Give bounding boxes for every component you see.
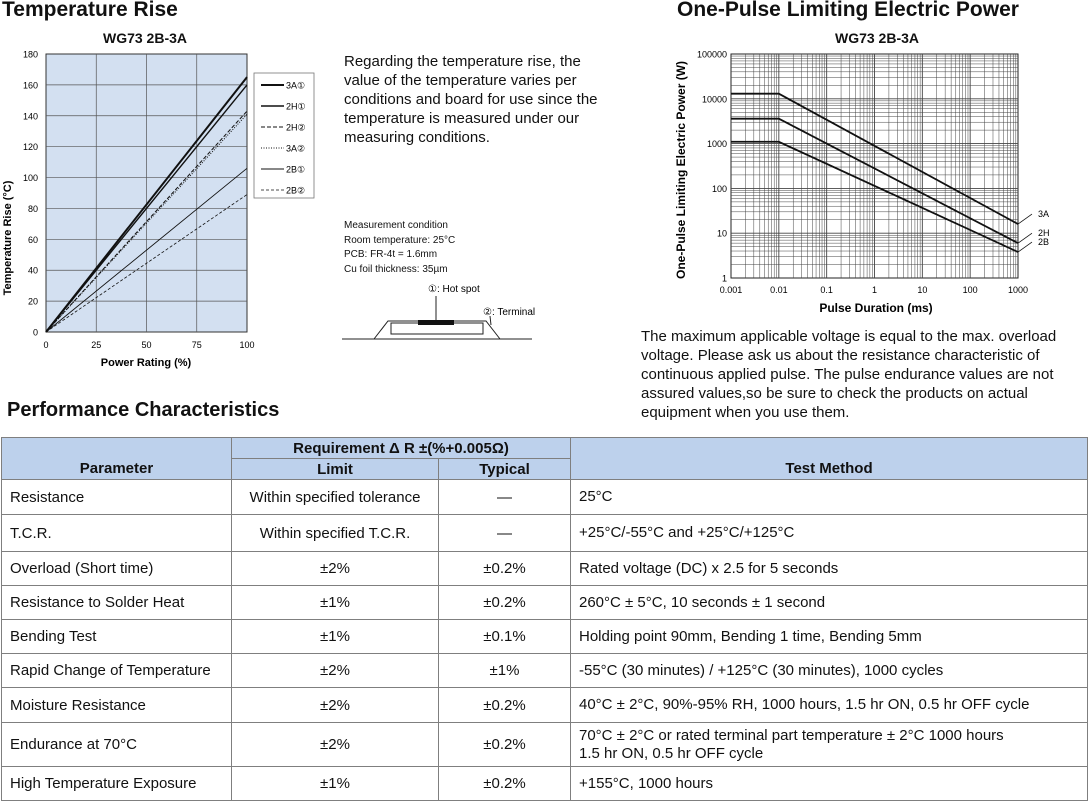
temp-legend-label: 3A① — [286, 80, 306, 91]
pulse-series-label: 3A — [1038, 209, 1050, 220]
performance-table-body — [2, 480, 1088, 801]
pulse-series-leader — [1018, 242, 1032, 252]
limit-cell: ±1% — [232, 586, 439, 620]
measurement-cu-foil: Cu foil thickness: 35µm — [344, 263, 448, 275]
parameter-cell: Endurance at 70°C — [2, 723, 232, 767]
parameter-cell: Overload (Short time) — [2, 552, 232, 586]
table-row — [2, 480, 1088, 515]
table-row — [2, 688, 1088, 723]
temp-y-tick-label: 80 — [27, 203, 38, 214]
test-method-cell — [571, 654, 1088, 688]
pulse-series-leader — [1018, 233, 1032, 243]
temp-y-tick-label: 160 — [22, 80, 38, 91]
pulse-y-tick-label: 1000 — [706, 139, 727, 150]
table-row — [2, 586, 1088, 620]
pulse-chart-grid — [731, 54, 1018, 278]
temp-x-tick-label: 25 — [91, 340, 102, 350]
typical-cell: — — [439, 515, 571, 552]
hot-spot-label: ①: Hot spot — [428, 284, 480, 295]
temp-x-tick-label: 0 — [43, 340, 49, 350]
temp-y-tick-label: 120 — [22, 142, 38, 153]
temp-legend-label: 2H② — [286, 122, 306, 133]
pulse-x-tick-label: 0.001 — [719, 285, 743, 295]
test-method-cell — [571, 620, 1088, 654]
limit-cell: ±2% — [232, 654, 439, 688]
pulse-x-tick-label: 1 — [871, 285, 878, 295]
pulse-x-tick-label: 0.1 — [820, 285, 833, 295]
temp-x-tick-label: 75 — [191, 340, 202, 350]
typical-cell: ±1% — [439, 654, 571, 688]
typical-cell: ±0.2% — [439, 552, 571, 586]
parameter-cell: Resistance — [2, 480, 232, 515]
test-method-cell — [571, 552, 1088, 586]
limit-cell: Within specified T.C.R. — [232, 515, 439, 552]
temp-y-tick-label: 20 — [27, 296, 38, 307]
typical-cell: ±0.2% — [439, 688, 571, 723]
table-row — [2, 620, 1088, 654]
pulse-series-label: 2H — [1038, 228, 1050, 239]
temp-description: Regarding the temperature rise, the value of the temperature varies per conditions and board for use since the temperature is measured under our measuring conditions. — [344, 53, 598, 146]
test-method-cell — [571, 586, 1088, 620]
parameter-cell: High Temperature Exposure — [2, 767, 232, 801]
table-row — [2, 723, 1088, 767]
pulse-series-leader — [1018, 214, 1032, 224]
test-method-cell — [571, 480, 1088, 515]
test-method-line: Holding point 90mm, Bending 1 time, Bending 5mm — [579, 627, 922, 645]
parameter-cell: T.C.R. — [2, 515, 232, 552]
temp-y-tick-label: 0 — [32, 327, 38, 338]
limit-cell: ±2% — [232, 723, 439, 767]
table-row — [2, 654, 1088, 688]
temp-legend-label: 2B① — [286, 164, 306, 175]
pulse-y-tick-label: 10 — [716, 228, 727, 239]
pulse-y-tick-label: 100 — [711, 183, 727, 194]
pulse-x-tick-label: 10 — [917, 285, 928, 295]
temp-y-tick-label: 100 — [22, 173, 38, 184]
temp-y-tick-label: 140 — [22, 111, 38, 122]
table-row — [2, 767, 1088, 801]
test-method-line: Rated voltage (DC) x 2.5 for 5 seconds — [579, 559, 839, 577]
pulse-y-tick-label: 10000 — [701, 94, 727, 105]
parameter-cell: Rapid Change of Temperature — [2, 654, 232, 688]
test-method-line: 260°C ± 5°C, 10 seconds ± 1 second — [579, 593, 826, 611]
test-method-cell — [571, 515, 1088, 552]
header-limit: Limit — [232, 459, 439, 480]
hot-spot-element — [418, 320, 454, 325]
parameter-cell: Moisture Resistance — [2, 688, 232, 723]
typical-cell: ±0.2% — [439, 586, 571, 620]
temp-chart-legend — [254, 73, 314, 198]
terminal-label: ②: Terminal — [483, 307, 536, 318]
parameter-cell: Bending Test — [2, 620, 232, 654]
temp-legend-box — [254, 73, 314, 198]
pulse-description: The maximum applicable voltage is equal to the max. overload voltage. Please ask us about the resistance characteristic of continuous applied pulse. The pulse endurance values are not assured values,so be sure to check the products on actual equipment when you use them. — [641, 328, 1057, 421]
resistor-cross-section-diagram — [336, 280, 551, 346]
pulse-x-tick-label: 100 — [962, 285, 978, 295]
test-method-line: +155°C, 1000 hours — [579, 774, 714, 792]
measurement-room-temp: Room temperature: 25°C — [344, 234, 456, 246]
limit-cell: ±2% — [232, 552, 439, 586]
test-method-line: -55°C (30 minutes) / +125°C (30 minutes), 1000 cycles — [579, 661, 944, 679]
one-pulse-title: One-Pulse Limiting Electric Power — [677, 0, 1019, 21]
parameter-cell: Resistance to Solder Heat — [2, 586, 232, 620]
temp-legend-label: 2H① — [286, 101, 306, 112]
temperature-rise-chart — [0, 44, 330, 374]
limit-cell: ±2% — [232, 688, 439, 723]
pulse-chart-title: WG73 2B-3A — [834, 30, 920, 46]
temp-legend-label: 2B② — [286, 185, 306, 196]
table-row — [2, 552, 1088, 586]
header-parameter: Parameter — [2, 438, 232, 480]
test-method-cell — [571, 688, 1088, 723]
temp-x-axis-label: Power Rating (%) — [100, 357, 192, 369]
limit-cell: Within specified tolerance — [232, 480, 439, 515]
header-test-method: Test Method — [571, 438, 1088, 480]
pulse-x-tick-label: 0.01 — [770, 285, 788, 295]
header-typical: Typical — [439, 459, 571, 480]
pulse-y-axis-label: One-Pulse Limiting Electric Power (W) — [674, 60, 688, 280]
temperature-rise-title: Temperature Rise — [2, 0, 178, 21]
pulse-series-label: 2B — [1038, 237, 1050, 248]
test-method-line: 25°C — [579, 488, 613, 505]
one-pulse-chart — [660, 44, 1080, 320]
pulse-y-tick-label: 100000 — [696, 49, 727, 60]
test-method-line: 40°C ± 2°C, 90%-95% RH, 1000 hours, 1.5 hr ON, 0.5 hr OFF cycle — [579, 696, 1030, 713]
test-method-line: +25°C/-55°C and +25°C/+125°C — [579, 524, 795, 541]
test-method-cell — [571, 767, 1088, 801]
temp-x-tick-label: 50 — [141, 340, 152, 350]
pulse-x-axis-label: Pulse Duration (ms) — [819, 301, 933, 315]
temp-legend-label: 3A② — [286, 143, 306, 154]
typical-cell: ±0.2% — [439, 767, 571, 801]
performance-title: Performance Characteristics — [7, 399, 280, 421]
header-requirement: Requirement Δ R ±(%+0.005Ω) — [232, 438, 571, 459]
temp-y-tick-label: 60 — [27, 234, 38, 245]
pulse-x-tick-label: 1000 — [1007, 285, 1029, 295]
typical-cell: — — [439, 480, 571, 515]
measurement-pcb: PCB: FR-4t = 1.6mm — [344, 249, 438, 260]
typical-cell: ±0.1% — [439, 620, 571, 654]
temp-x-tick-label: 100 — [239, 340, 255, 350]
limit-cell: ±1% — [232, 620, 439, 654]
measurement-condition — [344, 219, 455, 277]
temp-y-tick-label: 180 — [22, 49, 38, 60]
test-method-line-2: 1.5 hr ON, 0.5 hr OFF cycle — [579, 744, 764, 762]
typical-cell: ±0.2% — [439, 723, 571, 767]
measurement-heading: Measurement condition — [344, 220, 448, 231]
test-method-cell — [571, 723, 1088, 767]
temp-y-axis-label: Temperature Rise (°C) — [2, 180, 14, 296]
table-row — [2, 515, 1088, 552]
pulse-y-tick-label: 1 — [721, 273, 727, 284]
temp-chart-title: WG73 2B-3A — [102, 30, 188, 46]
temp-y-tick-label: 40 — [27, 265, 38, 276]
test-method-line: 70°C ± 2°C or rated terminal part temperature ± 2°C 1000 hours — [579, 726, 1004, 744]
performance-table — [1, 437, 1088, 801]
limit-cell: ±1% — [232, 767, 439, 801]
